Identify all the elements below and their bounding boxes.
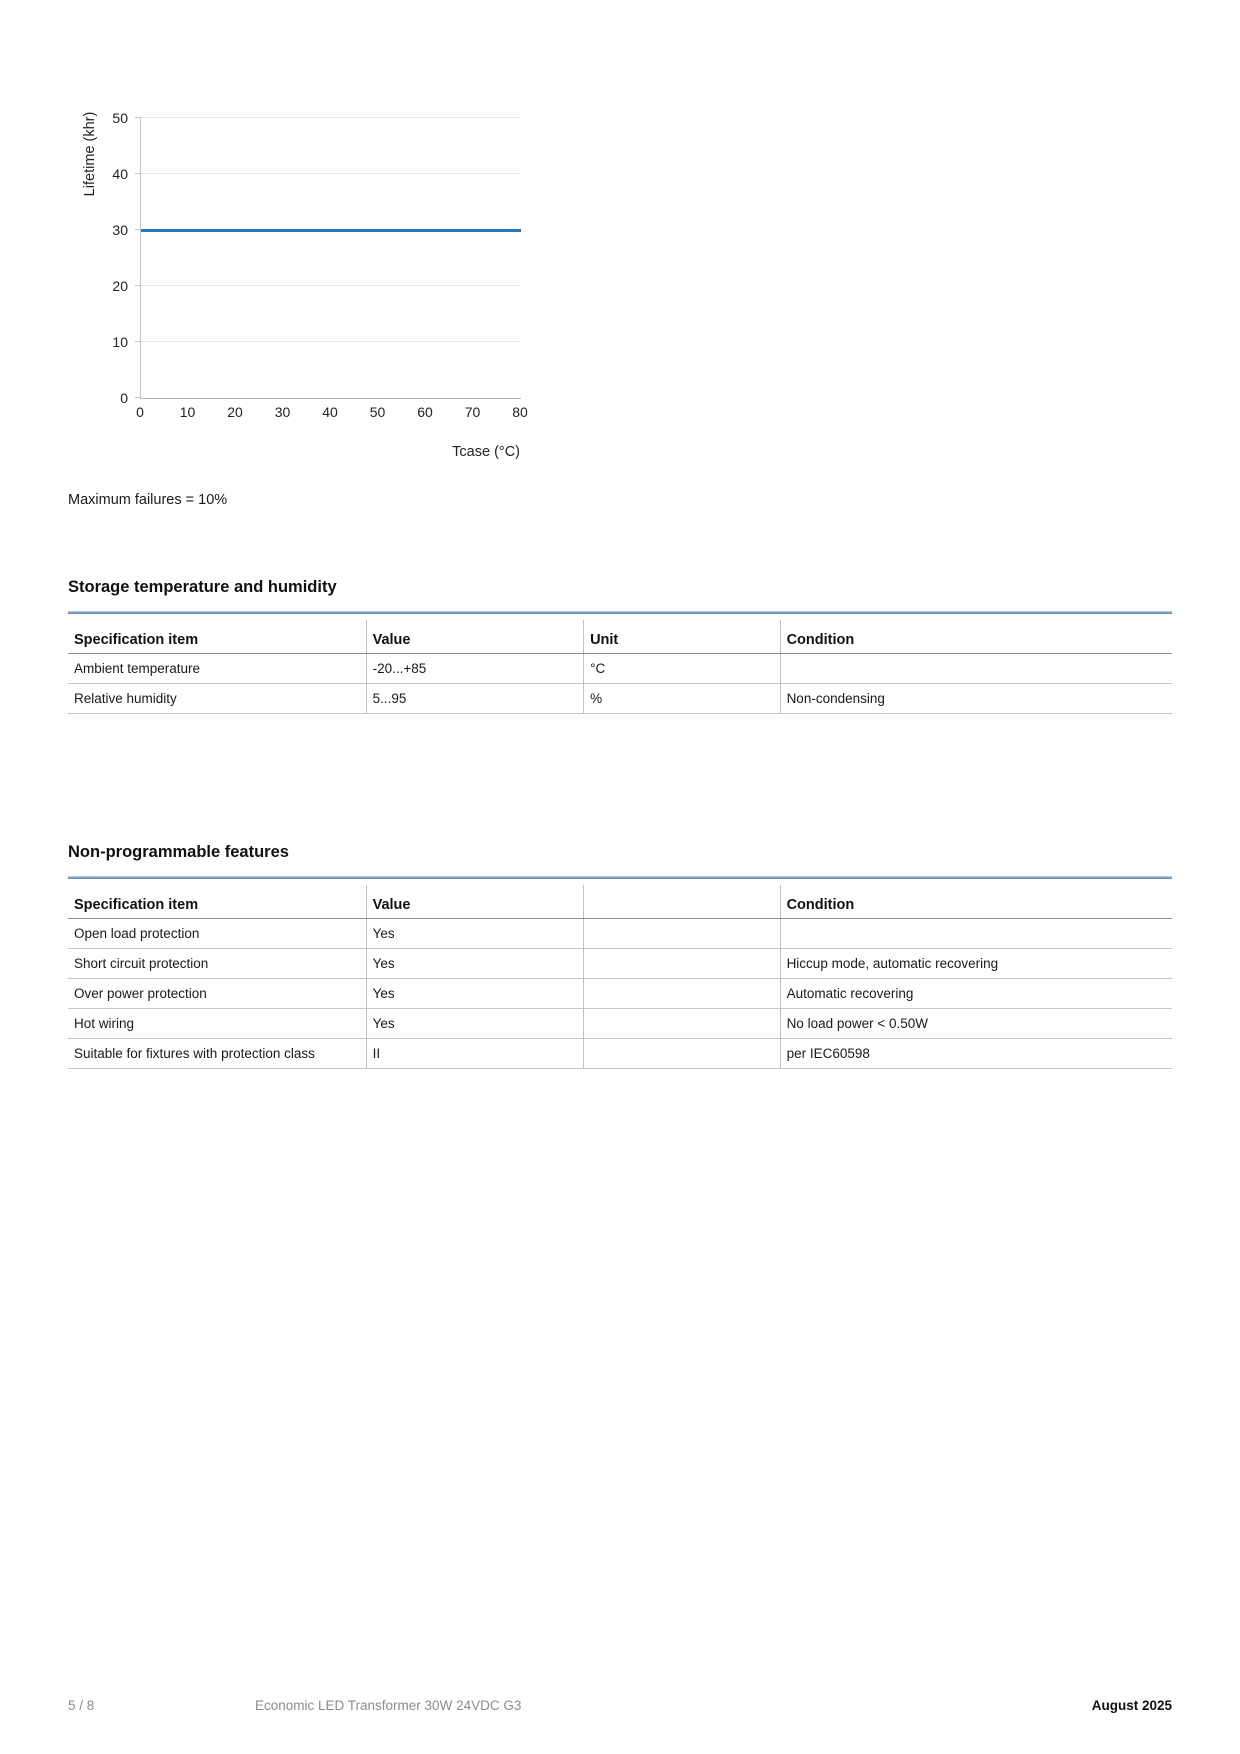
- column-header: Value: [366, 620, 583, 654]
- table-row: [68, 979, 1172, 1009]
- x-tick-label: 60: [417, 404, 433, 420]
- section-rule: [68, 876, 1172, 879]
- table-cell: Over power protection: [68, 979, 366, 1009]
- y-tick-mark: [135, 285, 141, 286]
- gridline: [141, 341, 521, 342]
- lifetime-chart: [0, 0, 600, 508]
- gridline: [141, 285, 521, 286]
- table-cell: °C: [584, 654, 781, 684]
- table-cell: Hot wiring: [68, 1009, 366, 1039]
- table-row: [68, 949, 1172, 979]
- column-header: Condition: [780, 885, 1172, 919]
- y-tick-mark: [135, 397, 141, 398]
- footer-product-name: Economic LED Transformer 30W 24VDC G3: [255, 1698, 522, 1713]
- table-cell: 5...95: [366, 684, 583, 714]
- table-cell: per IEC60598: [780, 1039, 1172, 1069]
- table-cell: II: [366, 1039, 583, 1069]
- table-cell: Open load protection: [68, 919, 366, 949]
- gridline: [141, 117, 521, 118]
- table-cell: Ambient temperature: [68, 654, 366, 684]
- column-header: Condition: [780, 620, 1172, 654]
- column-header: Specification item: [68, 885, 366, 919]
- table-cell: [780, 919, 1172, 949]
- x-tick-label: 50: [369, 404, 386, 420]
- non-programmable-table: [68, 885, 1172, 1069]
- table-cell: Short circuit protection: [68, 949, 366, 979]
- y-tick-mark: [135, 173, 141, 174]
- table-cell: [584, 1039, 781, 1069]
- table-header-row: [68, 620, 1172, 654]
- table-cell: Non-condensing: [780, 684, 1172, 714]
- y-tick-mark: [135, 341, 141, 342]
- chart-caption: Maximum failures = 10%: [68, 492, 228, 508]
- table-cell: [584, 949, 781, 979]
- table-cell: Yes: [366, 919, 583, 949]
- storage-table: [68, 620, 1172, 714]
- table-cell: Suitable for fixtures with protection class: [68, 1039, 366, 1069]
- table-cell: [780, 654, 1172, 684]
- table-cell: Yes: [366, 1009, 583, 1039]
- x-axis-title: Tcase (°C): [452, 444, 520, 460]
- table-cell: [584, 1009, 781, 1039]
- chart-plot-area: [140, 118, 521, 399]
- x-tick-label: 40: [322, 404, 338, 420]
- table-row: [68, 654, 1172, 684]
- table-cell: [584, 979, 781, 1009]
- table-cell: Automatic recovering: [780, 979, 1172, 1009]
- x-tick-label: 0: [136, 404, 144, 420]
- table-cell: -20...+85: [366, 654, 583, 684]
- x-tick-label: 70: [464, 404, 481, 420]
- table-row: [68, 1039, 1172, 1069]
- x-tick-label: 10: [179, 404, 196, 420]
- section-title-storage: Storage temperature and humidity: [68, 578, 337, 596]
- y-tick-label: 10: [112, 334, 128, 350]
- x-tick-label: 80: [512, 404, 528, 420]
- y-tick-label: 0: [120, 390, 128, 406]
- y-tick-label: 40: [112, 166, 128, 182]
- page-footer: [0, 1698, 1240, 1718]
- section-title-nonprog: Non-programmable features: [68, 843, 289, 861]
- y-axis-title: Lifetime (khr): [82, 111, 98, 197]
- table-row: [68, 919, 1172, 949]
- table-header-row: [68, 885, 1172, 919]
- table-cell: Hiccup mode, automatic recovering: [780, 949, 1172, 979]
- table-cell: %: [584, 684, 781, 714]
- section-rule: [68, 611, 1172, 614]
- table-row: [68, 684, 1172, 714]
- table-cell: Yes: [366, 979, 583, 1009]
- column-header: Unit: [584, 620, 781, 654]
- table-row: [68, 1009, 1172, 1039]
- x-tick-label: 30: [274, 404, 291, 420]
- y-tick-label: 30: [112, 222, 128, 238]
- footer-date: August 2025: [1091, 1698, 1172, 1713]
- column-header: Specification item: [68, 620, 366, 654]
- column-header: [584, 885, 781, 919]
- page-number: 5 / 8: [68, 1698, 95, 1713]
- column-header: Value: [366, 885, 583, 919]
- gridline: [141, 173, 521, 174]
- y-tick-label: 20: [112, 278, 128, 294]
- table-cell: Relative humidity: [68, 684, 366, 714]
- table-cell: No load power < 0.50W: [780, 1009, 1172, 1039]
- table-cell: Yes: [366, 949, 583, 979]
- y-tick-label: 50: [112, 110, 128, 126]
- x-tick-label: 20: [227, 404, 243, 420]
- series-line-lifetime: [141, 229, 521, 232]
- y-tick-mark: [135, 117, 141, 118]
- table-cell: [584, 919, 781, 949]
